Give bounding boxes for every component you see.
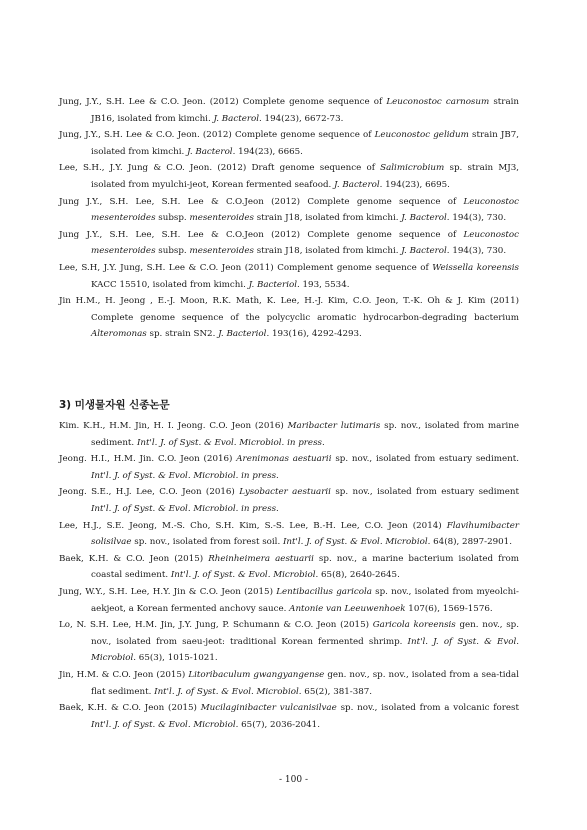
reference-text: 107(6), 1569-1576.: [405, 603, 493, 614]
reference-text: Jung J.Y., S.H. Lee, S.H. Lee & C.O.Jeon (2012) Complete genome sequence of: [59, 196, 464, 207]
reference-item: [59, 194, 519, 227]
reference-item: [59, 127, 519, 160]
reference-text: Lee, S.H., J.Y. Jung & C.O. Jeon. (2012) Draft genome sequence of: [59, 163, 381, 174]
reference-italic-text: Mucilaginibacter vulcanisilvae: [200, 703, 337, 714]
reference-text: strain J18, isolated from kimchi.: [253, 246, 402, 257]
reference-text: Lee, H.J., S.E. Jeong, M.-S. Cho, S.H. Kim, S.-S. Lee, B.-H. Lee, C.O. Jeon (2014): [59, 520, 447, 531]
reference-italic-text: J. Bacteriol.: [218, 329, 270, 340]
reference-text: strain J18, isolated from kimchi.: [253, 213, 402, 224]
reference-text: strain JB7, isolated from kimchi.: [91, 130, 520, 157]
reference-text: sp. nov., isolated from forest soil.: [131, 537, 283, 548]
reference-text: sp. nov., isolated from estuary sediment.: [331, 454, 519, 465]
reference-item: [59, 451, 519, 484]
reference-text: sp. nov., isolated from marine sediment.: [91, 421, 519, 448]
reference-text: Jin H.M., H. Jeong , E.-J. Moon, R.K. Math, K. Lee, H.-J. Kim, C.O. Jeon, T.-K. Oh & J. Kim (2011) Complete genome sequence of the polycyclic aromatic hydrocarbon-degrading bacterium: [59, 296, 519, 323]
reference-italic-text: Lentibacillus garicola: [276, 586, 372, 597]
reference-item: [59, 484, 519, 517]
reference-text: KACC 15510, isolated from kimchi.: [91, 279, 249, 290]
reference-italic-text: Flavihumibacter solisilvae: [91, 520, 519, 548]
reference-text: sp. nov., isolated from estuary sediment: [330, 487, 519, 498]
reference-item: [59, 94, 519, 127]
reference-italic-text: J. Bacterol.: [401, 213, 450, 224]
reference-italic-text: Int'l. J. of Syst. & Evol. Microbiol. in press.: [136, 437, 325, 448]
reference-text: sp. strain SN2.: [146, 329, 219, 340]
reference-italic-text: Leuconostoc mesenteroides: [91, 196, 519, 224]
reference-text: 194(3), 730.: [449, 213, 507, 224]
reference-italic-text: Int'l. J. of Syst. & Evol. Microbiol.: [170, 570, 319, 581]
reference-text: 194(23), 6665.: [235, 146, 303, 157]
reference-italic-text: Weissella koreensis: [432, 262, 519, 273]
reference-item: [59, 227, 519, 260]
reference-italic-text: Garicola koreensis: [372, 620, 456, 631]
reference-text: Baek, K.H. & C.O. Jeon (2015): [59, 703, 201, 714]
reference-italic-text: Int'l. J. of Syst. & Evol. Microbiol.: [154, 686, 302, 697]
reference-italic-text: Leuconostoc carnosum: [386, 97, 490, 107]
reference-item: [59, 584, 519, 617]
reference-text: strain JB16, isolated from kimchi.: [91, 97, 519, 124]
reference-item: [59, 700, 519, 733]
reference-text: Jung, W.Y., S.H. Lee, H.Y. Jin & C.O. Jeon (2015): [59, 586, 277, 597]
reference-italic-text: Litoribaculum gwangyangense: [188, 669, 325, 680]
reference-italic-text: Alteromonas: [91, 329, 147, 340]
reference-text: Jung, J.Y., S.H. Lee & C.O. Jeon. (2012) Complete genome sequence of: [59, 130, 375, 141]
reference-text: subsp.: [155, 213, 190, 224]
reference-item: [59, 418, 519, 451]
reference-italic-text: J. Bacterol.: [213, 113, 262, 124]
reference-italic-text: mesenteroides: [189, 213, 254, 224]
section-heading: 3) 미생물자원 신종논문: [59, 399, 170, 411]
reference-italic-text: Antonie van Leeuwenhoek: [289, 603, 406, 614]
reference-item: [59, 551, 519, 584]
reference-item: [59, 293, 519, 343]
reference-italic-text: J. Bacteriol.: [248, 279, 300, 290]
reference-text: Jeong. S.E., H.J. Lee, C.O. Jeon (2016): [59, 487, 240, 498]
reference-text: 194(23), 6672-73.: [261, 113, 344, 124]
reference-text: subsp.: [155, 246, 190, 257]
reference-text: Jung, J.Y., S.H. Lee & C.O. Jeon. (2012) Complete genome sequence of: [59, 97, 387, 107]
reference-text: Jung J.Y., S.H. Lee, S.H. Lee & C.O.Jeon (2012) Complete genome sequence of: [59, 229, 464, 240]
reference-text: 65(7), 2036-2041.: [238, 719, 320, 730]
reference-text: sp. nov., isolated from myeolchi-aekjeot, a Korean fermented anchovy sauce.: [91, 586, 519, 614]
reference-text: 64(8), 2897-2901.: [430, 537, 512, 548]
reference-italic-text: Int'l. J. of Syst. & Evol. Microbiol.: [91, 719, 239, 730]
reference-italic-text: Salimicrobium: [380, 163, 445, 174]
reference-item: [59, 160, 519, 193]
reference-text: Jin, H.M. & C.O. Jeon (2015): [59, 669, 189, 680]
reference-text: 193, 5534.: [299, 279, 350, 290]
page-number: - 100 -: [279, 775, 308, 785]
reference-italic-text: Int'l. J. of Syst. & Evol. Microbiol. in press.: [91, 503, 279, 514]
reference-text: sp. strain MJ3, isolated from myulchi-jeot, Korean fermented seafood.: [91, 163, 520, 190]
reference-text: Lee, S.H, J.Y. Jung, S.H. Lee & C.O. Jeon (2011) Complement genome sequence of: [59, 262, 433, 273]
reference-text: gen. nov., sp. nov., isolated from a sea-tidal flat sediment.: [91, 669, 519, 697]
reference-italic-text: Leuconostoc gelidum: [374, 130, 469, 141]
reference-list-new-species: [59, 418, 519, 733]
reference-text: 194(23), 6695.: [382, 179, 450, 190]
reference-list-genome: [59, 94, 519, 343]
reference-italic-text: Int'l. J. of Syst. & Evol. Microbiol.: [283, 537, 431, 548]
reference-italic-text: Rheinheimera aestuarii: [208, 553, 314, 564]
reference-item: [59, 617, 519, 667]
reference-text: 194(3), 730.: [449, 246, 507, 257]
reference-text: Jeong. H.I., H.M. Jin. C.O. Jeon (2016): [59, 454, 237, 465]
reference-text: Kim. K.H., H.M. Jin, H. I. Jeong. C.O. Jeon (2016): [59, 421, 288, 431]
reference-text: gen. nov., sp. nov., isolated from saeu-jeot: traditional Korean fermented shrimp.: [91, 620, 519, 647]
reference-text: sp. nov., isolated from a volcanic forest: [336, 703, 520, 714]
reference-text: 65(3), 1015-1021.: [136, 653, 218, 664]
reference-item: [59, 667, 519, 700]
reference-text: 65(8), 2640-2645.: [318, 570, 400, 581]
reference-italic-text: J. Bacterol.: [334, 179, 383, 190]
reference-italic-text: J. Bacterol.: [401, 246, 450, 257]
reference-text: 65(2), 381-387.: [301, 686, 373, 697]
reference-italic-text: Int'l. J. of Syst. & Evol. Microbiol.: [91, 636, 520, 664]
reference-italic-text: Lysobacter aestuarii: [239, 487, 331, 498]
reference-item: [59, 518, 519, 551]
reference-italic-text: Leuconostoc mesenteroides: [91, 229, 519, 257]
reference-text: 193(16), 4292-4293.: [269, 329, 362, 340]
reference-italic-text: Maribacter lutimaris: [287, 421, 381, 431]
reference-item: [59, 260, 519, 293]
reference-text: sp. nov., a marine bacterium isolated from coastal sediment.: [91, 553, 519, 581]
reference-italic-text: J. Bacterol.: [187, 146, 236, 157]
reference-italic-text: mesenteroides: [189, 246, 254, 257]
reference-italic-text: Int'l. J. of Syst. & Evol. Microbiol. in press.: [91, 470, 279, 481]
reference-text: Lo, N. S.H. Lee, H.M. Jin, J.Y. Jung, P. Schumann & C.O. Jeon (2015): [59, 620, 373, 631]
reference-italic-text: Arenimonas aestuarii: [236, 454, 332, 465]
reference-text: Baek, K.H. & C.O. Jeon (2015): [59, 553, 209, 564]
